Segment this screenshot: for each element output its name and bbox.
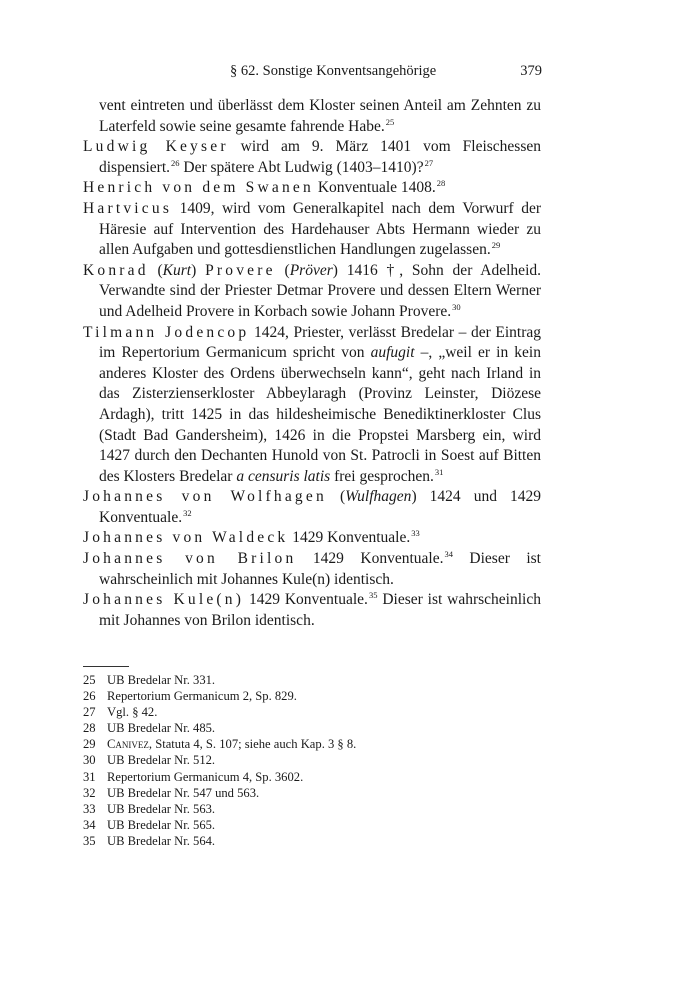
text-run: ) 1416 †, Sohn der Adelheid. Verwandte sind der Priester Detmar Provere und dessen Eltern Werner und Adelheid Provere in Korbach sowie Johann Provere. <box>99 261 541 320</box>
text-run: Konventuale 1408. <box>313 179 436 197</box>
footnote-number: 29 <box>83 737 96 752</box>
text-run: , Statuta 4, S. 107; siehe auch Kap. 3 § 8. <box>148 737 357 752</box>
text-run: ( <box>275 261 290 279</box>
person-name: Ludwig Keyser <box>83 138 229 156</box>
running-header <box>230 63 542 83</box>
footnote <box>83 704 543 720</box>
entry <box>83 261 541 323</box>
footnote-reference: 25 <box>385 116 395 127</box>
text-run: 1429 Konventuale. <box>244 591 368 609</box>
footnote <box>83 833 543 849</box>
footnote-number: 27 <box>83 705 96 720</box>
entry <box>83 96 541 137</box>
italic-text: Wulfhagen <box>345 488 412 506</box>
entry <box>83 549 541 590</box>
text-run: Dieser ist wahrscheinlich mit Johannes Kule(n) identisch. <box>99 550 541 588</box>
footnote-number: 33 <box>83 801 96 816</box>
text-run: –, „weil er in kein anderes Kloster des Ordens überwechseln kann“, geht nach Irland in das Zisterzienserkloster Abbeylaragh (Provinz Leinster, Diözese Ardagh), tritt 1425 in das hildesheimische Benediktinerkloster Clus (Stadt Bad Gandersheim), 1426 in die Propstei Marsberg ein, wird 1427 durch den Dechanten Hunold von St. Patrocli in Soest auf Bitten des Klosters Bredelar <box>99 344 541 485</box>
footnote <box>83 688 543 704</box>
text-run: UB Bredelar Nr. 547 und 563. <box>107 785 260 800</box>
footnote-reference: 34 <box>444 549 453 560</box>
text-run: Dieser ist wahrscheinlich mit Johannes von Brilon identisch. <box>99 591 541 629</box>
footnote <box>83 817 543 833</box>
text-run: 1429 Konventuale. <box>296 550 444 568</box>
text-run: ( <box>326 488 346 506</box>
italic-text: Kurt <box>162 261 192 279</box>
footnote-reference: 32 <box>183 507 192 518</box>
footnote <box>83 752 543 768</box>
footnote-number: 30 <box>83 753 96 768</box>
italic-text: aufugit <box>370 344 415 362</box>
footnote-reference: 35 <box>368 590 378 601</box>
entry <box>83 487 541 528</box>
person-name: Johannes von Waldeck <box>83 529 289 547</box>
text-run: UB Bredelar Nr. 512. <box>107 753 216 768</box>
text-run: wird am 9. März 1401 vom Fleischessen dispensiert. <box>99 138 541 176</box>
footnote <box>83 801 543 817</box>
person-name: Johannes von Wolfhagen <box>83 488 327 506</box>
person-name: Tilmann Jodencop <box>83 323 250 341</box>
person-name: Johannes von Brilon <box>83 550 297 568</box>
text-run: Repertorium Germanicum 4, Sp. 3602. <box>107 769 304 784</box>
footnote-divider <box>83 666 129 667</box>
footnote-reference: 30 <box>452 301 461 312</box>
entry <box>83 137 541 178</box>
person-name: Hartvicus <box>83 199 173 217</box>
text-run: frei gesprochen. <box>330 467 434 485</box>
footnotes <box>83 672 543 849</box>
footnote-reference: 28 <box>436 178 446 189</box>
italic-text: Pröver <box>289 261 333 279</box>
running-head-title: § 62. Sonstige Konventsangehörige <box>230 63 437 79</box>
footnote-number: 25 <box>83 673 96 687</box>
footnote-reference: 31 <box>434 466 444 477</box>
entry <box>83 590 541 631</box>
text-run: ( <box>148 261 163 279</box>
entry <box>83 178 541 199</box>
footnote <box>83 720 543 736</box>
footnote <box>83 672 543 688</box>
text-run: 1409, wird vom Generalkapitel nach dem Vorwurf der Häresie auf Intervention des Hardehauser Abts Hermann wieder zu allen Aufgaben und gottesdienstlichen Handlungen zugelassen. <box>99 199 541 259</box>
footnote-reference: 29 <box>491 240 501 251</box>
person-name: Henrich von dem Swanen <box>83 179 314 197</box>
entry <box>83 323 541 488</box>
person-name: Johannes Kule(n) <box>83 591 245 609</box>
person-name: Provere <box>205 261 276 279</box>
text-run: ) 1424 und 1429 Konventuale. <box>99 488 541 526</box>
text-run: Vgl. § 42. <box>107 705 158 720</box>
footnote-reference: 33 <box>411 528 420 539</box>
page-number: 379 <box>520 63 542 79</box>
text-run: UB Bredelar Nr. 565. <box>107 817 216 832</box>
text-run: UB Bredelar Nr. 563. <box>107 801 216 816</box>
footnote <box>83 769 543 785</box>
footnote-number: 31 <box>83 769 96 784</box>
footnote-number: 26 <box>83 689 96 704</box>
person-name: Konrad <box>83 261 149 279</box>
text-run: UB Bredelar Nr. 331. <box>107 673 216 687</box>
author-name: Canivez <box>107 737 149 752</box>
text-run: ) <box>191 261 206 279</box>
entry <box>83 528 541 549</box>
text-run: 1429 Konventuale. <box>288 529 411 547</box>
text-run: UB Bredelar Nr. 485. <box>107 721 216 736</box>
text-run: vent eintreten und überlässt dem Kloster seinen Anteil am Zehnten zu Laterfeld sowie seine gesamte fahrende Habe. <box>99 97 541 135</box>
entry <box>83 199 541 261</box>
text-run: Der spätere Abt Ludwig (1403–1410)? <box>179 158 424 176</box>
text-run: UB Bredelar Nr. 564. <box>107 833 216 848</box>
footnote-reference: 27 <box>424 157 434 168</box>
footnote-number: 32 <box>83 785 96 800</box>
main-text <box>83 96 541 631</box>
footnote <box>83 785 543 801</box>
footnote-number: 35 <box>83 833 96 848</box>
footnote <box>83 736 543 752</box>
footnote-number: 28 <box>83 721 96 736</box>
footnote-reference: 26 <box>171 157 180 168</box>
text-run: 1424, Priester, verlässt Bredelar – der Eintrag im Repertorium Germanicum spricht von <box>99 323 541 362</box>
footnote-number: 34 <box>83 817 96 832</box>
text-run: Repertorium Germanicum 2, Sp. 829. <box>107 689 297 704</box>
italic-text: a censuris latis <box>236 467 331 485</box>
